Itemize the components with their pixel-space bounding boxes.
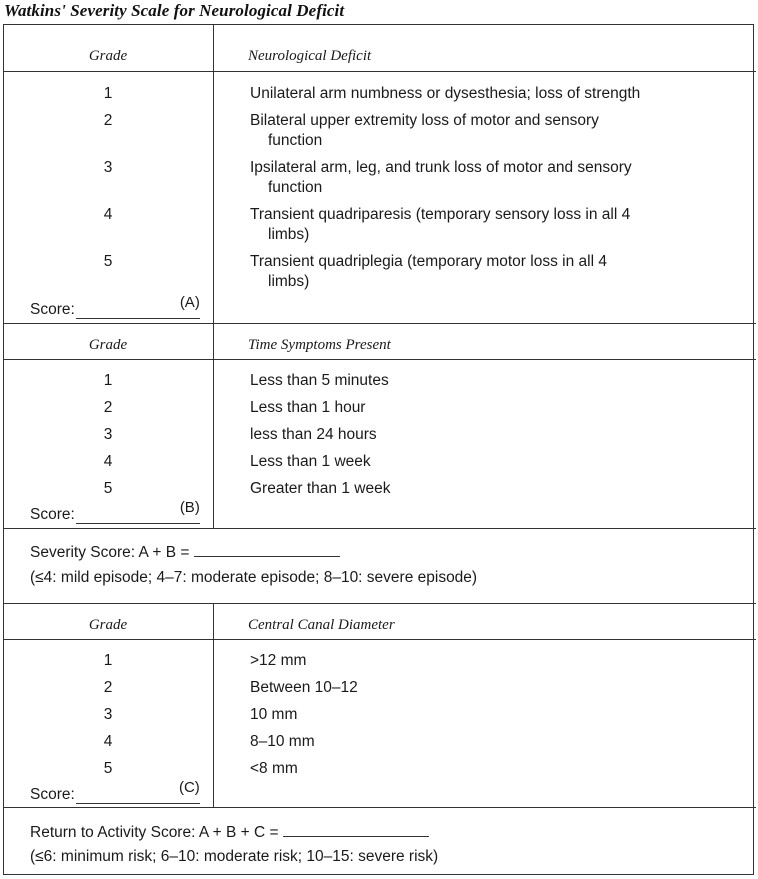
description-continuation: function (268, 132, 323, 149)
row-description: >12 mm (250, 652, 307, 669)
severity-score-input[interactable] (194, 541, 340, 557)
score-b-field (30, 499, 200, 524)
return-to-activity-note: (≤6: minimum risk; 6–10: moderate risk; 10–15: severe risk) (30, 848, 439, 865)
row-description (250, 205, 730, 245)
grade-value: 2 (103, 112, 113, 129)
row-description (250, 111, 730, 151)
grade-value: 3 (103, 426, 113, 443)
description-text: Transient quadriparesis (temporary sensory loss in all 4 (250, 206, 631, 223)
score-tag: (B) (179, 499, 200, 516)
score-label: Score: (30, 786, 75, 803)
row-description: Less than 1 hour (250, 399, 366, 416)
severity-score-field (30, 541, 340, 562)
divider (3, 71, 756, 72)
grade-header: Grade (88, 48, 128, 64)
row-description (250, 84, 730, 104)
grade-value: 1 (103, 372, 113, 389)
row-description: Between 10–12 (250, 679, 358, 696)
row-description (250, 158, 730, 198)
divider (3, 807, 756, 808)
description-header: Neurological Deficit (248, 48, 372, 64)
row-description: <8 mm (250, 760, 298, 777)
divider (3, 323, 756, 324)
score-a-field (30, 294, 200, 319)
row-description: 8–10 mm (250, 733, 315, 750)
grade-value: 3 (103, 159, 113, 176)
column-divider (213, 24, 214, 529)
description-text: Ipsilateral arm, leg, and trunk loss of motor and sensory (250, 159, 632, 176)
row-description: Greater than 1 week (250, 480, 391, 497)
description-header: Time Symptoms Present (248, 337, 391, 353)
grade-value: 2 (103, 399, 113, 416)
description-text: Bilateral upper extremity loss of motor and sensory (250, 112, 599, 129)
return-to-activity-formula: Return to Activity Score: A + B + C = (30, 824, 279, 841)
score-c-field (30, 779, 200, 804)
description-continuation: limbs) (268, 226, 310, 243)
grade-value: 5 (103, 253, 113, 270)
grade-value: 4 (103, 733, 113, 750)
grade-value: 1 (103, 652, 113, 669)
column-divider (213, 604, 214, 808)
row-description: Less than 1 week (250, 453, 371, 470)
severity-formula: Severity Score: A + B = (30, 544, 190, 561)
description-continuation: function (268, 179, 323, 196)
score-b-input[interactable] (76, 499, 200, 524)
divider (3, 359, 756, 360)
row-description: Less than 5 minutes (250, 372, 389, 389)
divider (3, 603, 756, 604)
grade-value: 2 (103, 679, 113, 696)
grade-value: 1 (103, 85, 113, 102)
description-text: Transient quadriplegia (temporary motor loss in all 4 (250, 253, 607, 270)
score-label: Score: (30, 301, 75, 318)
grade-value: 4 (103, 453, 113, 470)
score-tag: (C) (178, 779, 200, 796)
grade-value: 5 (103, 760, 113, 777)
score-c-input[interactable] (76, 779, 200, 804)
score-a-input[interactable] (76, 294, 200, 319)
severity-note: (≤4: mild episode; 4–7: moderate episode; 8–10: severe episode) (30, 569, 478, 586)
row-description: less than 24 hours (250, 426, 377, 443)
grade-header: Grade (88, 617, 128, 633)
grade-value: 3 (103, 706, 113, 723)
grade-header: Grade (88, 337, 128, 353)
return-to-activity-field (30, 821, 429, 842)
row-description (250, 252, 730, 292)
grade-value: 4 (103, 206, 113, 223)
score-tag: (A) (179, 294, 200, 311)
description-text: Unilateral arm numbness or dysesthesia; loss of strength (250, 85, 641, 102)
divider (3, 528, 756, 529)
page-title: Watkins' Severity Scale for Neurological Deficit (4, 1, 345, 20)
divider (3, 639, 756, 640)
grade-value: 5 (103, 480, 113, 497)
row-description: 10 mm (250, 706, 298, 723)
score-label: Score: (30, 506, 75, 523)
description-header: Central Canal Diameter (248, 617, 395, 633)
return-to-activity-input[interactable] (283, 821, 429, 837)
description-continuation: limbs) (268, 273, 310, 290)
